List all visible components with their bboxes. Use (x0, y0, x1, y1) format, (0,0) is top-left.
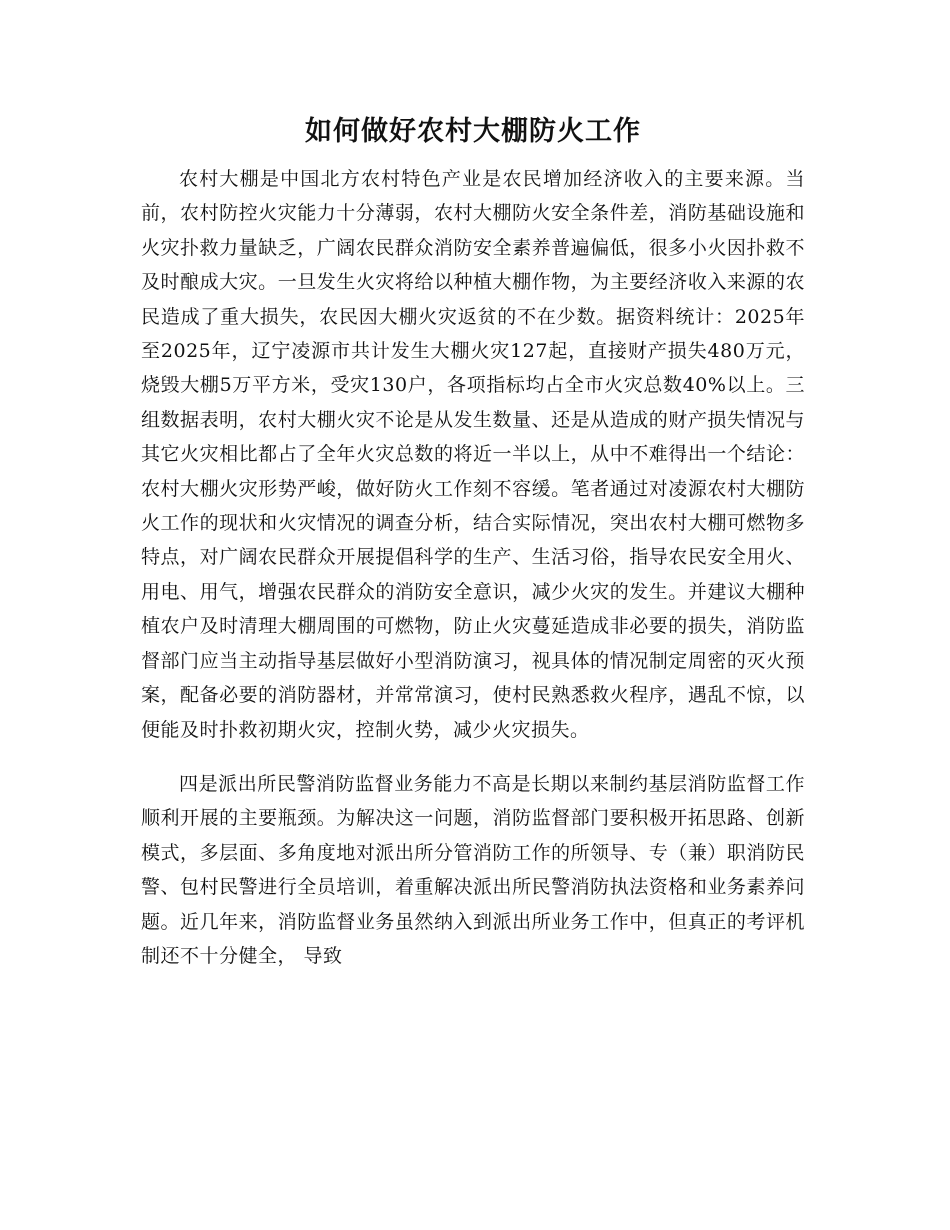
document-title: 如何做好农村大棚防火工作 (305, 116, 641, 147)
document-page (141, 110, 805, 973)
paragraph-1: 农村大棚是中国北方农村特色产业是农民增加经济收入的主要来源。当前，农村防控火灾能力十分薄弱，农村大棚防火安全条件差，消防基础设施和火灾扑救力量缺乏，广阔农民群众消防安全素养普遍偏低，很多小火因扑救不及时酿成大灾。一旦发生火灾将给以种植大棚作物，为主要经济收入来源的农民造成了重大损失，农民因大棚火灾返贫的不在少数。据资料统计：2025年至2025年，辽宁凌源市共计发生大棚火灾127起，直接财产损失480万元，烧毁大棚5万平方米，受灾130户，各项指标均占全市火灾总数40%以上。三组数据表明，农村大棚火灾不论是从发生数量、还是从造成的财产损失情况与其它火灾相比都占了全年火灾总数的将近一半以上，从中不难得出一个结论：农村大棚火灾形势严峻，做好防火工作刻不容缓。笔者通过对凌源农村大棚防火工作的现状和火灾情况的调查分析，结合实际情况，突出农村大棚可燃物多特点，对广阔农民群众开展提倡科学的生产、生活习俗，指导农民安全用火、用电、用气，增强农民群众的消防安全意识，减少火灾的发生。并建议大棚种植农户及时清理大棚周围的可燃物，防止火灾蔓延造成非必要的损失，消防监督部门应当主动指导基层做好小型消防演习，视具体的情况制定周密的灭火预案，配备必要的消防器材，并常常演习，使村民熟悉救火程序，遇乱不惊，以便能及时扑救初期火灾，控制火势，减少火灾损失。 (141, 168, 805, 741)
paragraph-2: 四是派出所民警消防监督业务能力不高是长期以来制约基层消防监督工作顺利开展的主要瓶颈。为解决这一问题，消防监督部门要积极开拓思路、创新模式，多层面、多角度地对派出所分管消防工作的所领导、专（兼）职消防民警、包村民警进行全员培训，着重解决派出所民警消防执法资格和业务素养问题。近几年来，消防监督业务虽然纳入到派出所业务工作中，但真正的考评机制还不十分健全， 导致 (141, 772, 805, 967)
